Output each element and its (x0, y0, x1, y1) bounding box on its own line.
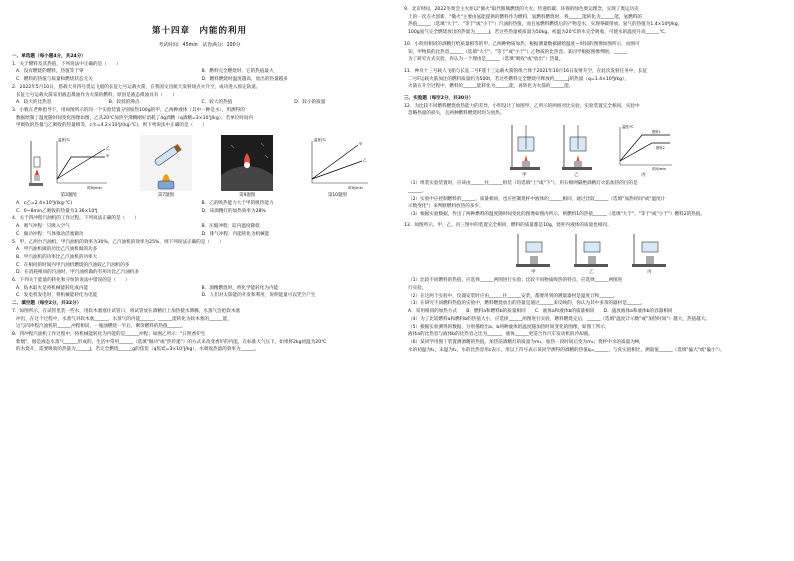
q12-sub-line: ______。 (408, 188, 427, 194)
y-axis-label: 温度/℃ (621, 125, 633, 130)
option: C．较大的热值 (201, 100, 233, 106)
section-heading: 一、单选题（每小题4分，共24分） (12, 54, 86, 59)
series-label: 乙 (363, 158, 367, 163)
left-column (12, 6, 387, 555)
q1-options (12, 68, 387, 83)
page-title: 第十四章 内能的利用 (151, 26, 247, 36)
question-11-line: 火箭在升空过程中，燃料的______能转化为______能，再转化为火箭的______能。 (408, 84, 574, 90)
exam-info: 考试时间：45min 试卷满分：100分 (158, 43, 241, 48)
question-9-line: 上的一次点火创新，"微火"主要由氢能提供的燃料作为燃料，氢燃料燃烧时，将______能转化为______能，氢燃料的 (408, 14, 642, 20)
figure-caption: 丙 (641, 173, 646, 179)
question-8-line: 紫烟"，烟是液态水蒸气______形成的，生活中常用______（选填"做功"或"热传递"）的方式来改变香炉的内能，在标准大气压下，如果将2kg初温为20℃ (16, 339, 327, 345)
question-6: 6．下列关于能量的转化和守恒的说法中错误的是（ ） (12, 278, 130, 284)
question-7-line: 7．如图所示，在试管里装一些水，用软木塞塞住试管口，将试管放在酒精灯上加热使水沸腾，水蒸气会把软木塞 (12, 308, 241, 314)
question-10-line: 知，甲物质的比热容______（选填"大于"、"等于"或"小于"）乙物质的比热容。某同学根据图像判断，______ (408, 49, 628, 55)
q13-sub-line: 行实验。 (408, 286, 427, 292)
question-11-line: 二号F运载火箭加注的燃料质量约为500t，若这些燃料完全燃烧可释放约______J的热量（q=1.4×10⁸J/kg）， (408, 76, 629, 82)
heating-apparatus-graph (27, 135, 111, 191)
q13-sub-line: 水的初温为t₁，末温为t₂，水的比热容用c表示，用以上符号表示该同学测得的酒精的热值q=______，与真实值相比，测量值______（选填"偏大"或"偏小"）。 (408, 347, 725, 353)
option: D．燃料燃烧时温度越高，放出的热量越多 (201, 77, 288, 83)
option: C．0~8min乙吸收的热量为3.36×10⁴J (16, 208, 98, 214)
option: B．乙的吸热能力大于甲的吸热能力 (201, 201, 274, 207)
q13-sub-line: （3）在研究不同燃料热值的实验中，燃料燃烧放出的热量是通过______来反映的，你认为其中多余的器材是______。 (408, 301, 646, 307)
question-2-line: 长征七号运载火箭采用液态煤油作为火箭的燃料，原因是液态煤油具有（ ） (16, 92, 177, 98)
section-heading: 三、实验题（每空2分，共30分） (404, 96, 474, 102)
option: D．在消耗相同的汽油时，甲汽油机做的有用功比乙汽油机多 (16, 270, 139, 276)
figure-caption: 乙 (574, 173, 579, 179)
option: B．甲汽油机的功率比乙汽油机的功率大 (16, 254, 98, 260)
option: A．甲汽油机做的功比乙汽油机做的功多 (16, 247, 98, 253)
question-3-line: 3．小帆在老师指导下，用如图所示的同一个实验装置分别加热100g的甲、乙两种液体（其中一种是水），用测得的 (12, 107, 245, 113)
beaker-stand-illustration (514, 232, 554, 268)
question-9-line: 9．北京时间，2022冬奥会主火炬以"微火"取代熊熊燃烧的大火，传递低碳、环保的绿色奥运理念，实现了奥运历史 (404, 7, 639, 12)
q4-options (12, 223, 387, 238)
question-7-line: 这与四冲程汽油机的______冲程相同，一瓶油燃烧一半后，剩余燃料的热值______。 (16, 324, 186, 330)
question-13: 13．如图所示，甲、乙、丙三图中的装置完全相同，燃料的质量都是10g，烧杯内液体的质量也相同。 (404, 222, 612, 228)
figure-7 (140, 135, 192, 198)
q12-sub-line: （3）根据实验数据，作出了两种燃料的温度随时间变化的图像如图丙所示，则燃料1的热值______（选填"大于"、"等于"或"小于"）燃料2的热值。 (408, 211, 706, 217)
figure-caption: 第7题图 (157, 193, 174, 199)
question-9-line: 热值______（选填"大于"、"等于"或"小于"）汽油的热值，而且氢燃料燃烧后的产物是水，实现零碳排放。氢气的热值为1.4×10⁸J/kg， (408, 22, 683, 28)
graph-c (612, 123, 676, 178)
figure-caption: 甲 (531, 270, 536, 276)
option: C．做功冲程：气体推动活塞做功 (16, 231, 84, 237)
apparatus-bing (630, 232, 670, 275)
apparatus-a (508, 123, 542, 178)
q6-options (12, 285, 387, 300)
figure-caption: 第10题图 (327, 193, 347, 199)
q13-sub-line: 液体a的比热容与液体b的比热容之比为______，液体______更适合作汽车发动机的冷却液。 (408, 332, 593, 338)
beaker-stand-illustration (630, 232, 670, 268)
temperature-time-graph (302, 135, 372, 191)
torch-photo (221, 135, 273, 191)
q3-options (12, 200, 387, 215)
question-3-line: 甲吸收的热量与乙吸收的热量相等，c水=4.2×10³J/(kg·℃)，则下列说法中正确的是（ ） (16, 123, 207, 129)
q12-sub-line: （1）组装实验装置时，应该由______往______组装（均选填"上"或"下"），用石棉网隔绝酒精灯火焰加热的目的是 (408, 181, 638, 187)
series-label: 甲 (359, 142, 363, 147)
option: A．钻木取火是将机械能转化成内能 (16, 285, 89, 291)
q12-sub-line: 示数变化"）来判断燃料放热的多少。 (408, 204, 484, 210)
q13-sub-line: （5）根据实验测得的数据，分别描绘出a、b两种液体的温度随加热时间变化的图像，如图丁所示， (408, 324, 610, 330)
figure-9 (221, 135, 273, 198)
apparatus-yi (572, 232, 612, 275)
question-8-line: 8．四冲程汽油机工作过程中，将机械能转化为内能的是______冲程；如图乙所示："日照香炉生 (12, 331, 206, 337)
q13-sub-line: （2）在这两个实验中，仪器安装时应由______往______安装，都要用到的测量器材是温度计和______。 (408, 293, 618, 299)
x-axis-label: 时间/min (86, 186, 102, 191)
question-4: 4．关于四冲程汽油机的工作过程，下列说法正确的是（ ） (12, 216, 139, 222)
option: D．较小的质量 (294, 100, 326, 106)
apparatus-jia (514, 232, 554, 275)
question-9-line: 100g氢气完全燃烧放出的热量为______J，若这些热量被质量为50kg、初温为20℃的水完全吸收，可使水的温度升高______℃。 (408, 30, 670, 36)
figure-caption: 丙 (647, 270, 652, 276)
beaker-stand-illustration (572, 232, 612, 268)
q13-sub-line: （4）为了比较燃料a和燃料b的热值大小，应选择______两图进行实验，燃料燃烧完后，______（选填"温度计示数"或"加热时间"）越大，热值越大。 (408, 316, 710, 322)
q13-sub-line: （1）比较不同燃料的热值，应选择______两图进行实验；比较不同物质吸热的特点，应选择______两图进 (408, 278, 623, 284)
question-2-line: 2．2022年5月10日，搭载天舟四号货运飞船的长征七号运载火箭，在我国文昌航天发射场点火升空，成功进入预定轨道。 (12, 84, 261, 90)
figure-row (12, 132, 387, 198)
figure-3 (27, 135, 111, 198)
option: D．人们对太阳能的开发和利用，说明能量可以凭空产生 (201, 293, 316, 299)
question-12-line: 12．为比较不同燃料燃烧放热能力的差异，小明设计了如图甲、乙所示的两组对比实验，实验装置完全相同，实验中 (404, 103, 640, 109)
question-5: 5．甲、乙两台汽油机，甲汽油机的效率为30%，乙汽油机的效率为25%，则下列说法正确的是（ ） (12, 239, 224, 245)
figure-caption: 第3题图 (60, 193, 77, 199)
figure-caption: 乙 (589, 270, 594, 276)
series-label: 甲 (105, 154, 110, 159)
x-axis-label: 时间/min (348, 186, 364, 191)
question-12-line: 忽略热量的损失，且两种燃料燃烧时均匀放热。 (408, 111, 505, 117)
q12-sub-line: （2）实验中应控制燃料的______、质量相同，也应控制烧杯中液体的______相同，通过比较______（选填"加热时间"或"温度计 (408, 196, 666, 202)
figure-row (404, 231, 779, 275)
option: B．酒精燃烧时，将化学能转化为内能 (201, 285, 279, 291)
option: A．较大的比热容 (16, 100, 52, 106)
figure-caption: 甲 (522, 173, 527, 179)
series-label: 乙 (105, 146, 110, 151)
section-heading: 二、填空题（每空2分，共32分） (12, 301, 82, 307)
option: A．没有燃烧的燃料，热值等于零 (16, 69, 84, 75)
option: A．吸气冲程：只吸入空气 (16, 224, 70, 230)
beaker-stand-illustration (508, 123, 542, 171)
y-axis-label: 温度/℃ (57, 138, 70, 143)
series-label: 燃料2 (655, 146, 665, 151)
question-10-line: 10．小明用相同的酒精灯给质量相等的甲、乙两种物质加热，根据测量数据描绘温度—时间的图像如图所示，由图可 (404, 41, 640, 47)
q13-sub-line: A．采用相同的加热方式 B．燃料a和燃料b的质量相同 C．液体a和液体b的质量相同 D．盛放液体a和液体b的容器相同 (408, 309, 673, 315)
series-label: 燃料1 (651, 130, 661, 135)
question-11-line: 11．神舟十三号载人飞船与长征二号F遥十三运载火箭的组合体于2021年10月16日发射升空，在此次发射任务中，长征 (404, 68, 648, 74)
question-3-line: 数据绘制了温度随时间变化图像如图，乙从20℃加热至沸腾刚好消耗了4g酒精（q酒精=3×10⁷J/kg）。若单位时间内 (16, 115, 254, 121)
option: B．压缩冲程：缸内温度降低 (201, 224, 260, 230)
q2-options (12, 99, 387, 107)
figure-row (404, 120, 779, 178)
right-column (404, 6, 779, 555)
beaker-stand-illustration (560, 123, 594, 171)
option: B．较低的沸点 (108, 100, 140, 106)
option: C．在相同的时间内甲汽油机燃烧的汽油较乙汽油机的多 (16, 262, 130, 268)
figure-10 (302, 135, 372, 198)
question-7-line: 冲出，在这个过程中，水蒸气对软木塞______，水蒸气的内能______，______能转化为软木塞的______能， (16, 316, 232, 322)
x-axis-label: 时间/min (651, 167, 666, 172)
figure-caption: 第9题图 (239, 193, 256, 199)
apparatus-b (560, 123, 594, 178)
option: A．c乙=2.4×10³J/(kg·℃) (16, 201, 73, 207)
option: C．发电机发电时，将机械能转化为电能 (16, 293, 98, 299)
option: B．燃料完全燃烧时，它的热值最大 (201, 69, 274, 75)
question-10-line: 为了研究方式实验，你认为一个理由是______（选填"吸收"或"放出"）热量。 (408, 57, 564, 63)
option: D．排气冲程：内能转化为机械能 (201, 231, 270, 237)
test-tube-illustration (140, 135, 192, 191)
question-1: 1．关于燃料及其热值，下列说法中正确的是（ ） (12, 61, 121, 67)
q13-sub-line: （6）某同学用图丁装置测酒精的热值。加热前酒精灯的质量为m₁，加热一段时间后变为m₂；烧杯中水的质量为M， (408, 339, 644, 345)
question-8-line: 的水烧开，需要吸收的热量为______J，若完全燃烧______g的焦炭（q焦炭=3×10⁷J/kg），水吸收热量的效率为______。 (16, 347, 259, 353)
option: D．该酒精灯的加热效率为28% (201, 208, 266, 214)
temperature-time-graph (612, 123, 676, 171)
y-axis-label: 温度/℃ (314, 138, 327, 143)
option: C．燃料的热值与质量和燃烧状态无关 (16, 77, 93, 83)
